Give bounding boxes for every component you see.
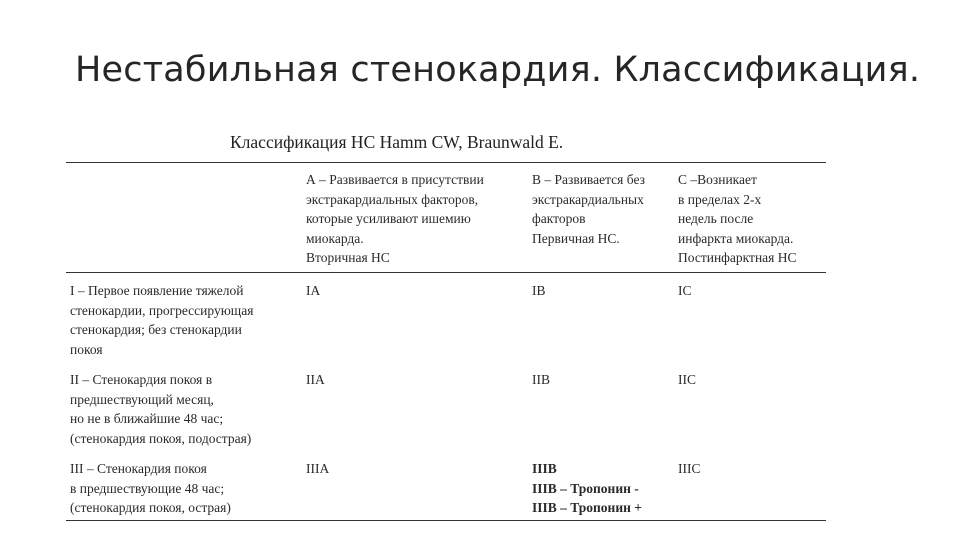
table-top-rule <box>66 162 826 163</box>
row-label-i: I – Первое появление тяжелой стенокардии, прогрессирующая стенокардия; без стенокардии покоя <box>70 283 254 357</box>
header-cell-c: С –Возникает в пределах 2-х недель после инфаркта миокарда. Постинфарктная НС <box>678 172 797 265</box>
row-label-ii: II – Стенокардия покоя в предшествующий месяц, но не в ближайшие 48 час; (стенокардия покоя, подострая) <box>70 372 252 446</box>
table-caption: Классификация НС Hamm CW, Braunwald E. <box>230 132 564 152</box>
cell-ib: IB <box>532 283 546 298</box>
table-header-rule <box>66 272 826 273</box>
cell-iib: IIB <box>532 372 550 387</box>
cell-ia: IA <box>306 283 321 298</box>
header-cell-a: А – Развивается в присутствии экстракардиальных факторов, которые усиливают ишемию миокарда. Вторичная НС <box>306 172 484 265</box>
cell-iiic: IIIC <box>678 461 701 476</box>
header-cell-b: В – Развивается без экстракардиальных факторов Первичная НС. <box>532 172 645 246</box>
cell-iic: IIC <box>678 372 696 387</box>
row-label-iii: III – Стенокардия покоя в предшествующие 48 час; (стенокардия покоя, острая) <box>70 461 231 515</box>
cell-iiib: IIIB IIIB – Тропонин - IIIB – Тропонин + <box>532 461 642 515</box>
cell-iiia: IIIA <box>306 461 330 476</box>
cell-iia: IIA <box>306 372 325 387</box>
cell-ic: IC <box>678 283 692 298</box>
slide-title: Нестабильная стенокардия. Классификация. <box>75 50 921 90</box>
table-bottom-rule <box>66 520 826 521</box>
